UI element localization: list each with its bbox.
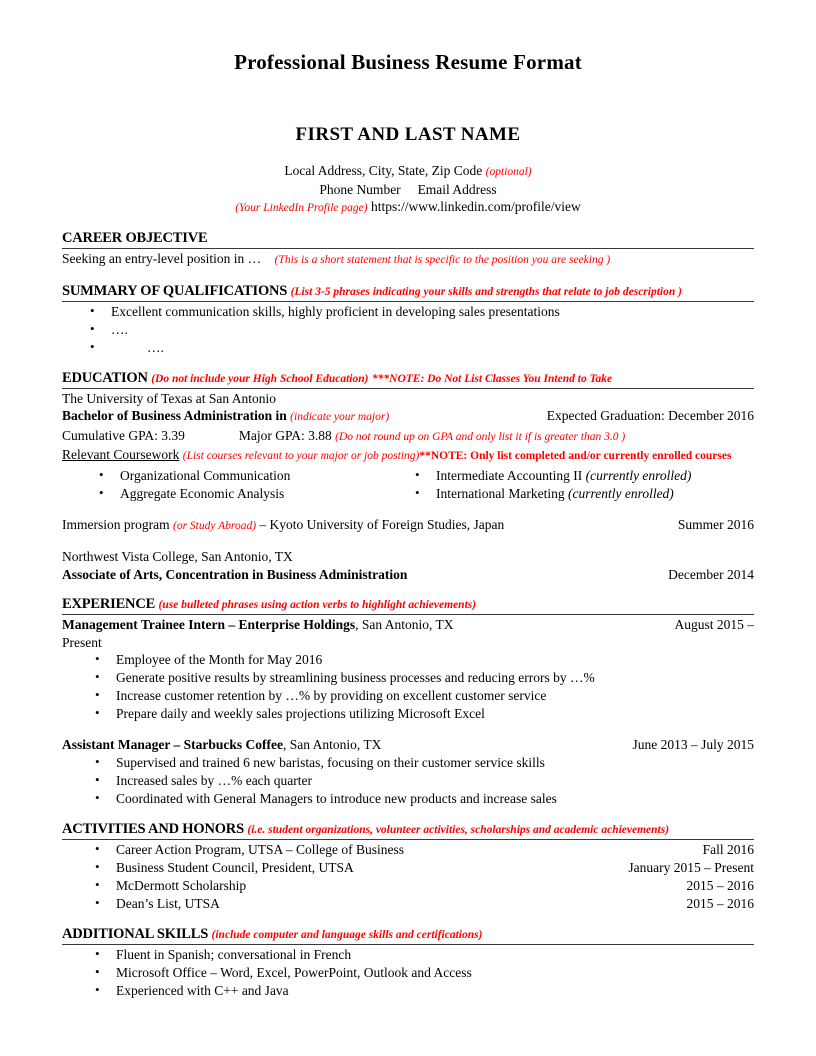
job-title-row [62,616,754,634]
career-objective-heading [62,230,754,249]
summary-bullet-text: …. [147,339,164,355]
job-bullet-list [62,651,754,723]
list-item [62,669,754,687]
immersion-program-date: Summer 2016 [677,516,754,532]
skill-text: Experienced with C++ and Java [116,982,289,998]
contact-address: Local Address, City, State, Zip Code [284,163,483,178]
activity-text: • Career Action Program, UTSA – College of Business [116,841,404,857]
section-education [62,370,754,584]
education-degree-row [62,407,754,427]
contact-block [62,162,754,217]
list-item [62,485,408,503]
list-item [62,467,408,485]
summary-bullet-text: Excellent communication skills, highly proficient in developing sales presentations [111,303,560,319]
section-summary-of-qualifications [62,283,754,357]
experience-job [62,736,754,808]
skills-list [62,946,754,1000]
list-item [62,321,754,339]
experience-job [62,616,754,723]
summary-note: (List 3-5 phrases indicating your skills and strengths that relate to job description ) [290,285,682,298]
education-degree2-row [62,566,754,584]
coursework-columns [62,467,754,503]
job-title-left [62,736,633,754]
applicant-name: FIRST AND LAST NAME [295,124,521,145]
skill-text: Microsoft Office – Word, Excel, PowerPoint, Outlook and Access [116,964,472,980]
list-item [408,467,754,485]
education-degree2: Associate of Arts, Concentration in Business Administration [62,566,408,582]
course-name: Intermediate Accounting II [436,467,583,483]
section-career-objective [62,230,754,270]
linkedin-note: (Your LinkedIn Profile page) [235,202,368,214]
list-item [62,790,754,808]
job-bullet-text: Increase customer retention by …% by providing on excellent customer service [116,688,547,703]
cumulative-gpa: Cumulative GPA: 3.39 [62,427,185,443]
job-date: August 2015 – [674,617,754,632]
job-bullet-text: Generate positive results by streamlining business processes and reducing errors by …% [116,670,595,685]
education-heading-text: EDUCATION [62,369,148,386]
summary-body [62,302,754,357]
experience-heading-text: EXPERIENCE [62,596,156,612]
coursework-list-left [62,467,408,503]
summary-heading-text: SUMMARY OF QUALIFICATIONS [62,282,288,299]
activity-text: • McDermott Scholarship [116,877,247,893]
activities-note: (i.e. student organizations, volunteer activities, scholarships and academic achievements) [247,823,670,836]
education-gpa-line [62,427,754,447]
job-date: June 2013 – July 2015 [632,737,754,752]
course-status: (currently enrolled) [567,485,674,501]
job-bullet-text: Employee of the Month for May 2016 [116,652,323,667]
immersion-program-left [62,516,678,536]
contact-phone-email-line [62,181,754,198]
relevant-coursework-label: Relevant Coursework [62,447,180,462]
page-title: Professional Business Resume Format [234,50,582,74]
immersion-program-detail: – Kyoto University of Foreign Studies, Japan [259,516,505,532]
job-bullet-text: Coordinated with General Managers to introduce new products and increase sales [116,790,557,806]
job-title-row [62,736,754,754]
activities-body [62,840,754,913]
section-activities-and-honors [62,821,754,913]
course-name: Organizational Communication [120,467,291,483]
coursework-column-left [62,467,408,503]
education-degree: Bachelor of Business Administration in [62,408,287,423]
experience-heading [62,596,754,615]
list-item [62,841,754,859]
education-heading [62,370,754,389]
course-name: Aggregate Economic Analysis [120,485,285,501]
education-note-secondary: ***NOTE: Do Not List Classes You Intend to Take [371,372,613,385]
major-gpa: Major GPA: 3.88 [238,427,332,443]
gpa-note: (Do not round up on GPA and only list it if is greater than 3.0 ) [335,430,626,443]
section-additional-skills [62,926,754,1000]
list-item [62,772,754,790]
experience-body [62,615,754,808]
activity-text: • Business Student Council, President, UTSA [116,859,354,875]
activities-list [62,841,754,913]
list-item [62,946,754,964]
course-name: International Marketing [436,485,565,501]
contact-linkedin-line [62,198,754,217]
immersion-program-note: (or Study Abroad) [172,519,257,532]
summary-heading [62,283,754,302]
skill-text: Fluent in Spanish; conversational in French [116,946,352,962]
immersion-program-label: Immersion program [62,516,170,532]
list-item [62,877,754,895]
activities-heading [62,821,754,840]
contact-phone: Phone Number [319,182,401,197]
section-experience [62,596,754,808]
career-objective-heading-text: CAREER OBJECTIVE [62,230,208,246]
education-school2-name: Northwest Vista College, San Antonio, TX [62,549,293,564]
skills-heading-text: ADDITIONAL SKILLS [62,925,209,942]
skills-note: (include computer and language skills and certifications) [211,928,483,941]
immersion-program-row [62,516,754,536]
contact-address-note: (optional) [485,166,532,178]
career-objective-note: (This is a short statement that is specific to the position you are seeking ) [274,254,611,266]
skills-heading [62,926,754,945]
list-item [62,651,754,669]
activity-date: January 2015 – Present [628,859,754,875]
relevant-coursework-line [62,446,754,466]
activity-text: • Dean’s List, UTSA [116,895,220,911]
education-school-name: The University of Texas at San Antonio [62,390,277,406]
activity-date: 2015 – 2016 [686,877,754,893]
list-item [62,303,754,321]
job-bullet-text: Prepare daily and weekly sales projections utilizing Microsoft Excel [116,706,485,721]
list-item [62,895,754,913]
summary-bullet-list [62,303,754,357]
skills-body [62,945,754,1000]
contact-address-line [62,162,754,181]
list-item [62,687,754,705]
activities-heading-text: ACTIVITIES AND HONORS [62,820,244,837]
coursework-note-bold: **NOTE: Only list completed and/or currently enrolled courses [419,450,732,462]
career-objective-statement: Seeking an entry-level position in … [62,251,262,266]
experience-note: (use bulleted phrases using action verbs to highlight achievements) [158,599,477,611]
career-objective-statement-line [62,250,754,270]
job-title: Management Trainee Intern – Enterprise Holdings [62,617,356,632]
coursework-list-right [408,467,754,503]
list-item [62,982,754,1000]
course-status: (currently enrolled) [585,467,692,483]
job-bullet-text: Supervised and trained 6 new baristas, focusing on their customer service skills [116,754,545,770]
education-degree-left [62,407,547,427]
job-bullet-text: Increased sales by …% each quarter [116,772,313,788]
education-degree2-date: December 2014 [668,566,754,582]
job-title-left [62,616,674,634]
coursework-note: (List courses relevant to your major or job posting) [182,450,420,462]
job-location: , San Antonio, TX [283,737,382,752]
education-graduation-date: Expected Graduation: December 2016 [546,408,754,423]
education-note: (Do not include your High School Education) [151,372,369,385]
list-item [408,485,754,503]
list-item [62,705,754,723]
job-location: , San Antonio, TX [355,617,454,632]
coursework-column-right [408,467,754,503]
list-item [62,964,754,982]
education-degree-note: (indicate your major) [290,411,390,423]
job-title: Assistant Manager – Starbucks Coffee [62,737,283,752]
linkedin-url: https://www.linkedin.com/profile/view [370,199,581,214]
activity-date: 2015 – 2016 [686,895,754,911]
list-item [62,754,754,772]
activity-date: Fall 2016 [702,841,754,857]
career-objective-body [62,249,754,270]
list-item [62,339,754,357]
job-bullet-list [62,754,754,808]
education-body [62,389,754,584]
summary-bullet-text: …. [111,321,128,337]
contact-email: Email Address [417,182,497,197]
job-date-wrap: Present [62,634,102,650]
list-item [62,859,754,877]
